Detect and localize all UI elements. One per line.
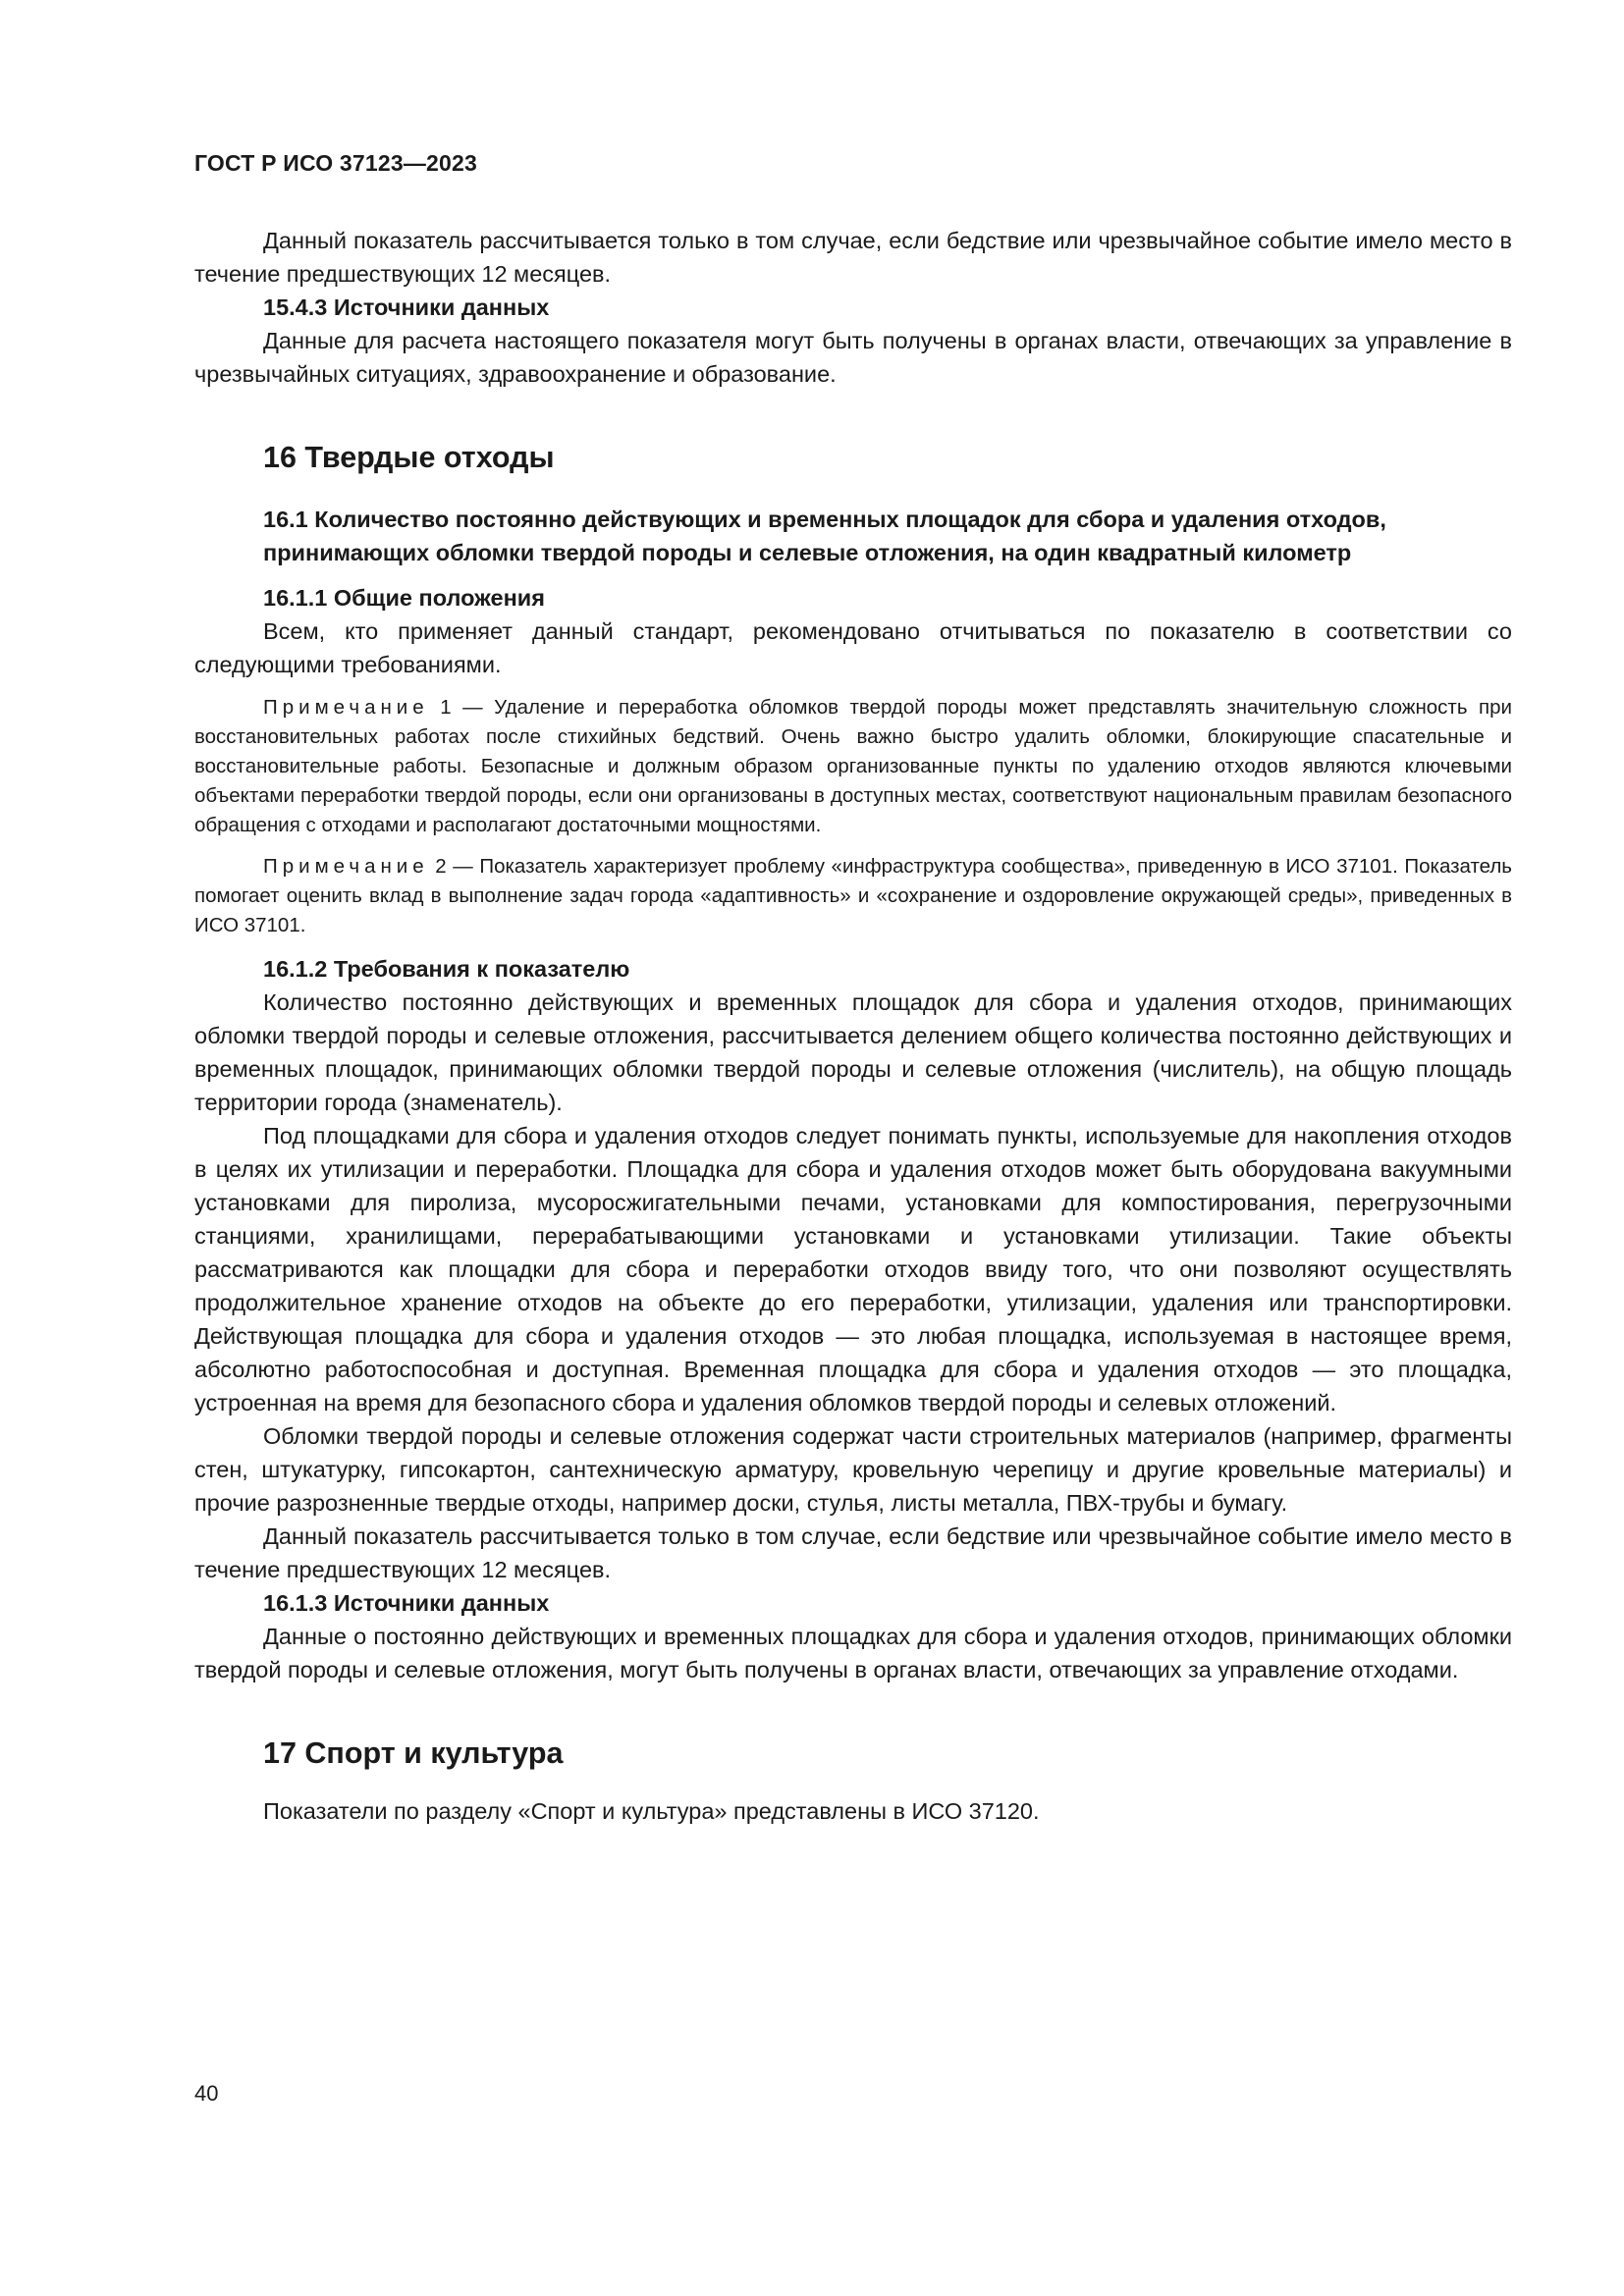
paragraph-15-4-3: Данные для расчета настоящего показателя могут быть получены в органах власти, отвечающих за управление в чрезвычайных ситуациях, здравоохранение и образование.	[194, 328, 1512, 387]
subheading-15-4-3: 15.4.3 Источники данных	[263, 294, 550, 320]
note-1-label: Примечание	[263, 696, 429, 719]
paragraph-17: Показатели по разделу «Спорт и культура» представлены в ИСО 37120.	[263, 1798, 1040, 1824]
paragraph-intro: Данный показатель рассчитывается только в том случае, если бедствие или чрезвычайное событие имело место в течение предшествующих 12 месяцев.	[194, 228, 1512, 287]
paragraph-16-1-2-d: Данный показатель рассчитывается только в том случае, если бедствие или чрезвычайное событие имело место в течение предшествующих 12 месяцев.	[194, 1523, 1512, 1582]
subheading-16-1-1: 16.1.1 Общие положения	[263, 585, 545, 611]
note-2-text: 2 — Показатель характеризует проблему «инфраструктура сообщества», приведенную в ИСО 37101. Показатель помогает оценить вклад в выполнение задач города «адаптивность» и «сохранение и оздоровление окружающей среды», приведенных в ИСО 37101.	[194, 855, 1512, 936]
paragraph-16-1-2-c: Обломки твердой породы и селевые отложения содержат части строительных материалов (например, фрагменты стен, штукатурку, гипсокартон, сантехническую арматуру, кровельную черепицу и другие кровельные материалы) и прочие разрозненные твердые отходы, например доски, стулья, листы металла, ПВХ-трубы и бумагу.	[194, 1423, 1512, 1516]
paragraph-16-1-2-a: Количество постоянно действующих и временных площадок для сбора и удаления отходов, принимающих обломки твердой породы и селевые отложения, рассчитывается делением общего количества постоянно действующих и временных площадок, принимающих обломки твердой породы и селевые отложения (числитель), на общую площадь территории города (знаменатель).	[194, 989, 1512, 1115]
paragraph-16-1-2-b: Под площадками для сбора и удаления отходов следует понимать пункты, используемые для накопления отходов в целях их утилизации и переработки. Площадка для сбора и удаления отходов может быть оборудована вакуумными установками для пиролиза, мусоросжигательными печами, установками для компостирования, перегрузочными станциями, хранилищами, перерабатывающими установками и установками утилизации. Такие объекты рассматриваются как площадки для сбора и переработки отходов ввиду того, что они позволяют осуществлять продолжительное хранение отходов на объекте до его переработки, утилизации, удаления или транспортировки. Действующая площадка для сбора и удаления отходов — это любая площадка, используемая в настоящее время, абсолютно работоспособная и доступная. Временная площадка для сбора и удаления отходов — это площадка, устроенная на время для безопасного сбора и удаления обломков твердой породы и селевых отложений.	[194, 1123, 1512, 1415]
paragraph-16-1-3: Данные о постоянно действующих и временных площадках для сбора и удаления отходов, принимающих обломки твердой породы и селевые отложения, могут быть получены в органах власти, отвечающих за управление отходами.	[194, 1624, 1512, 1682]
paragraph-16-1-1: Всем, кто применяет данный стандарт, рекомендовано отчитываться по показателю в соответствии со следующими требованиями.	[194, 618, 1512, 677]
subheading-16-1-3: 16.1.3 Источники данных	[263, 1590, 550, 1616]
page-number: 40	[194, 2081, 219, 2106]
subheading-16-1-2: 16.1.2 Требования к показателю	[263, 956, 630, 982]
document-body	[194, 224, 1512, 1828]
note-1	[194, 693, 1512, 840]
note-2	[194, 852, 1512, 940]
section-heading-16: 16 Твердые отходы	[263, 441, 555, 474]
note-2-label: Примечание	[263, 855, 429, 878]
section-heading-17: 17 Спорт и культура	[263, 1736, 564, 1770]
note-1-text: 1 — Удаление и переработка обломков твердой породы может представлять значительную сложность при восстановительных работах после стихийных бедствий. Очень важно быстро удалить обломки, блокирующие спасательные и восстановительные работы. Безопасные и должным образом организованные пункты по удалению отходов являются ключевыми объектами переработки твердой породы, если они организованы в доступных местах, соответствуют национальным правилам безопасного обращения с отходами и располагают достаточными мощностями.	[194, 696, 1512, 836]
clause-heading-16-1: 16.1 Количество постоянно действующих и временных площадок для сбора и удаления отходов, принимающих обломки твердой породы и селевые отложения, на один квадратный километр	[263, 507, 1386, 565]
document-header: ГОСТ Р ИСО 37123—2023	[194, 150, 478, 176]
